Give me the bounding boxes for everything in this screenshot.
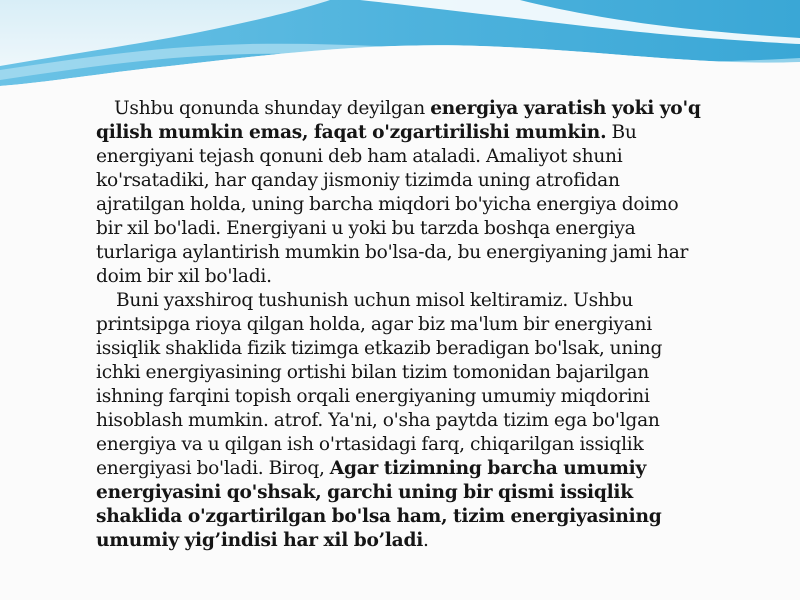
text-run: Bu energiyani tejash qonuni deb ham ataladi. Amaliyot shuni ko'rsatadiki, har qanday jismoniy tizimda uning atrofidan ajratilgan holda, uning barcha miqdori bo'yicha energiya doimo bir xil bo'ladi. Energiyani u yoki bu tarzda boshqa energiya turlariga aylantirish mumkin bo'lsa-da, bu energiyaning jami har doim bir xil bo'ladi. bbox=[96, 122, 689, 287]
text-run: Ushbu qonunda shunday deyilgan bbox=[114, 98, 431, 119]
paragraph bbox=[96, 97, 706, 289]
text-body bbox=[96, 97, 706, 553]
header-wave-decoration bbox=[0, 0, 800, 100]
bold-text-run: Agar tizimning barcha umumiy energiyasini qo'shsak, garchi uning bir qismi issiqlik shaklida o'zgartirilgan bo'lsa ham, tizim energiyasining umumiy yig’indisi har xil bo’ladi bbox=[96, 458, 662, 551]
text-run: . bbox=[423, 530, 429, 551]
bold-text-run: energiya yaratish yoki yo'q qilish mumkin emas, faqat o'zgartirilishi mumkin. bbox=[96, 98, 701, 143]
text-run: Buni yaxshiroq tushunish uchun misol keltiramiz. Ushbu printsipga rioya qilgan holda, agar biz ma'lum bir energiyani issiqlik shaklida fizik tizimga etkazib beradigan bo'lsak, uning ichki energiyasining ortishi bilan tizim tomonidan bajarilgan ishning farqini topish orqali energiyaning umumiy miqdorini hisoblash mumkin. atrof. Ya'ni, o'sha paytda tizim ega bo'lgan energiya va u qilgan ish o'rtasidagi farq, chiqarilgan issiqlik energiyasi bo'ladi. Biroq, bbox=[96, 290, 663, 479]
paragraph bbox=[96, 289, 706, 553]
